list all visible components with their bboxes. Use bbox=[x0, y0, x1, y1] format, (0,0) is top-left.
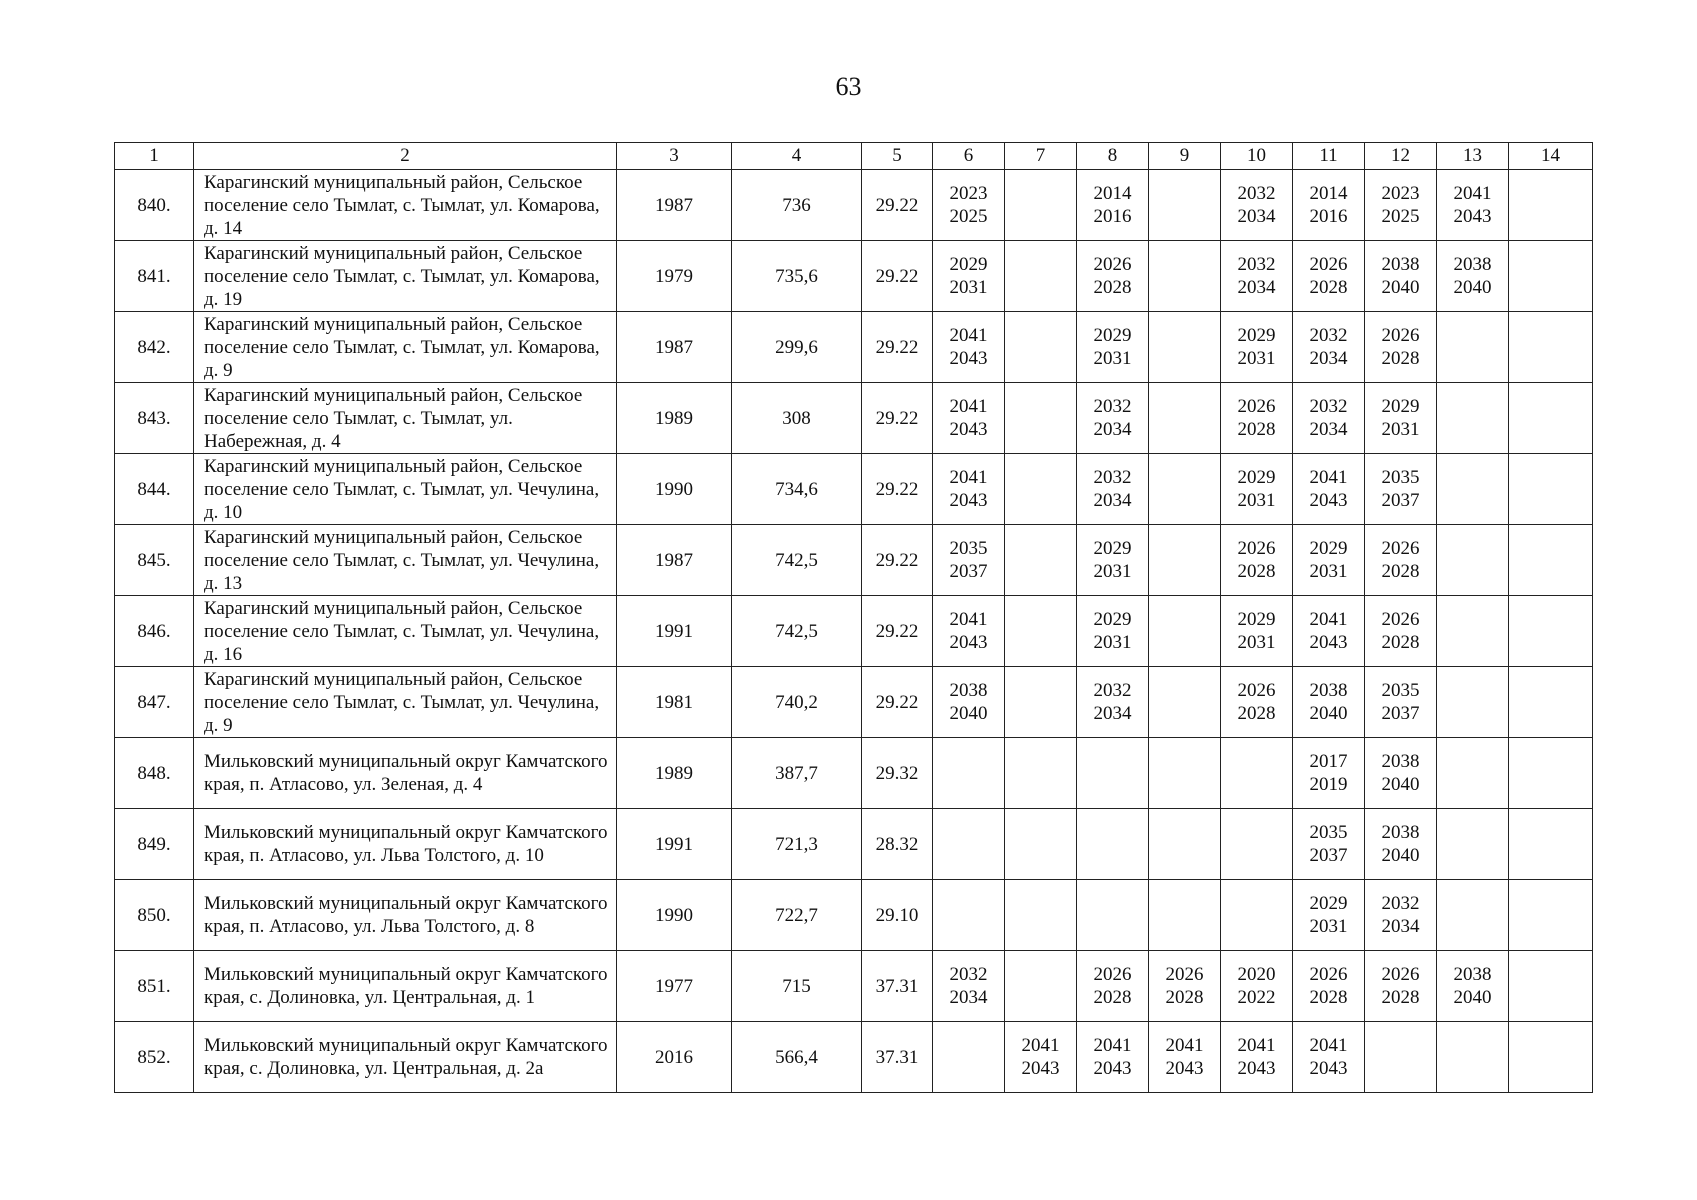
column-header-1: 1 bbox=[115, 143, 194, 170]
table-row bbox=[115, 383, 1593, 454]
period-cell-13 bbox=[1437, 312, 1509, 383]
build-year-cell: 1987 bbox=[617, 170, 732, 241]
period-cell-7: 2041 2043 bbox=[1005, 1022, 1077, 1093]
area-cell: 736 bbox=[732, 170, 862, 241]
address-cell: Мильковский муниципальный округ Камчатского края, с. Долиновка, ул. Центральная, д. 2а bbox=[194, 1022, 617, 1093]
table-row bbox=[115, 951, 1593, 1022]
period-cell-7 bbox=[1005, 312, 1077, 383]
period-cell-14 bbox=[1509, 312, 1593, 383]
period-cell-14 bbox=[1509, 880, 1593, 951]
build-year-cell: 1987 bbox=[617, 525, 732, 596]
area-cell: 740,2 bbox=[732, 667, 862, 738]
column-header-3: 3 bbox=[617, 143, 732, 170]
period-cell-8 bbox=[1077, 880, 1149, 951]
period-cell-8: 2032 2034 bbox=[1077, 667, 1149, 738]
period-cell-8: 2032 2034 bbox=[1077, 454, 1149, 525]
area-cell: 734,6 bbox=[732, 454, 862, 525]
period-cell-12: 2038 2040 bbox=[1365, 809, 1437, 880]
period-cell-12: 2026 2028 bbox=[1365, 951, 1437, 1022]
period-cell-7 bbox=[1005, 170, 1077, 241]
period-cell-13 bbox=[1437, 525, 1509, 596]
table-row bbox=[115, 667, 1593, 738]
data-table bbox=[114, 142, 1593, 1093]
row-number-cell: 852. bbox=[115, 1022, 194, 1093]
row-number-cell: 843. bbox=[115, 383, 194, 454]
period-cell-11: 2029 2031 bbox=[1293, 525, 1365, 596]
period-cell-12: 2026 2028 bbox=[1365, 525, 1437, 596]
period-cell-7 bbox=[1005, 383, 1077, 454]
period-cell-13: 2038 2040 bbox=[1437, 951, 1509, 1022]
period-cell-12: 2029 2031 bbox=[1365, 383, 1437, 454]
period-cell-9 bbox=[1149, 738, 1221, 809]
period-cell-11: 2029 2031 bbox=[1293, 880, 1365, 951]
code-cell: 29.22 bbox=[862, 667, 933, 738]
row-number-cell: 849. bbox=[115, 809, 194, 880]
period-cell-13: 2041 2043 bbox=[1437, 170, 1509, 241]
table-row bbox=[115, 454, 1593, 525]
row-number-cell: 850. bbox=[115, 880, 194, 951]
table-row bbox=[115, 312, 1593, 383]
period-cell-13 bbox=[1437, 809, 1509, 880]
period-cell-13: 2038 2040 bbox=[1437, 241, 1509, 312]
period-cell-9 bbox=[1149, 525, 1221, 596]
period-cell-10: 2032 2034 bbox=[1221, 241, 1293, 312]
column-header-12: 12 bbox=[1365, 143, 1437, 170]
table-body bbox=[115, 143, 1593, 1093]
row-number-cell: 848. bbox=[115, 738, 194, 809]
period-cell-9 bbox=[1149, 809, 1221, 880]
address-cell: Мильковский муниципальный округ Камчатского края, п. Атласово, ул. Льва Толстого, д. 10 bbox=[194, 809, 617, 880]
address-cell: Карагинский муниципальный район, Сельское поселение село Тымлат, с. Тымлат, ул. Чечулина, д. 10 bbox=[194, 454, 617, 525]
period-cell-6: 2032 2034 bbox=[933, 951, 1005, 1022]
period-cell-10: 2029 2031 bbox=[1221, 312, 1293, 383]
code-cell: 29.32 bbox=[862, 738, 933, 809]
period-cell-12: 2035 2037 bbox=[1365, 454, 1437, 525]
build-year-cell: 2016 bbox=[617, 1022, 732, 1093]
period-cell-11: 2041 2043 bbox=[1293, 454, 1365, 525]
period-cell-6 bbox=[933, 738, 1005, 809]
period-cell-13 bbox=[1437, 880, 1509, 951]
period-cell-11: 2014 2016 bbox=[1293, 170, 1365, 241]
address-cell: Карагинский муниципальный район, Сельское поселение село Тымлат, с. Тымлат, ул. Чечулина, д. 13 bbox=[194, 525, 617, 596]
build-year-cell: 1977 bbox=[617, 951, 732, 1022]
build-year-cell: 1991 bbox=[617, 596, 732, 667]
area-cell: 735,6 bbox=[732, 241, 862, 312]
period-cell-6 bbox=[933, 809, 1005, 880]
period-cell-9: 2041 2043 bbox=[1149, 1022, 1221, 1093]
period-cell-12: 2035 2037 bbox=[1365, 667, 1437, 738]
column-header-6: 6 bbox=[933, 143, 1005, 170]
column-header-13: 13 bbox=[1437, 143, 1509, 170]
column-header-8: 8 bbox=[1077, 143, 1149, 170]
row-number-cell: 842. bbox=[115, 312, 194, 383]
table-row bbox=[115, 1022, 1593, 1093]
code-cell: 29.22 bbox=[862, 312, 933, 383]
period-cell-14 bbox=[1509, 951, 1593, 1022]
period-cell-7 bbox=[1005, 951, 1077, 1022]
build-year-cell: 1979 bbox=[617, 241, 732, 312]
code-cell: 37.31 bbox=[862, 1022, 933, 1093]
period-cell-12: 2032 2034 bbox=[1365, 880, 1437, 951]
area-cell: 742,5 bbox=[732, 596, 862, 667]
period-cell-6: 2041 2043 bbox=[933, 596, 1005, 667]
period-cell-6: 2041 2043 bbox=[933, 312, 1005, 383]
code-cell: 29.22 bbox=[862, 241, 933, 312]
period-cell-14 bbox=[1509, 1022, 1593, 1093]
period-cell-13 bbox=[1437, 596, 1509, 667]
period-cell-8: 2026 2028 bbox=[1077, 241, 1149, 312]
period-cell-8 bbox=[1077, 738, 1149, 809]
period-cell-8 bbox=[1077, 809, 1149, 880]
period-cell-7 bbox=[1005, 738, 1077, 809]
period-cell-6: 2035 2037 bbox=[933, 525, 1005, 596]
period-cell-7 bbox=[1005, 525, 1077, 596]
address-cell: Мильковский муниципальный округ Камчатского края, п. Атласово, ул. Льва Толстого, д. 8 bbox=[194, 880, 617, 951]
period-cell-8: 2041 2043 bbox=[1077, 1022, 1149, 1093]
period-cell-11: 2038 2040 bbox=[1293, 667, 1365, 738]
period-cell-14 bbox=[1509, 454, 1593, 525]
period-cell-13 bbox=[1437, 738, 1509, 809]
period-cell-9: 2026 2028 bbox=[1149, 951, 1221, 1022]
build-year-cell: 1987 bbox=[617, 312, 732, 383]
period-cell-10: 2029 2031 bbox=[1221, 454, 1293, 525]
period-cell-11: 2026 2028 bbox=[1293, 241, 1365, 312]
code-cell: 29.22 bbox=[862, 596, 933, 667]
period-cell-11: 2026 2028 bbox=[1293, 951, 1365, 1022]
period-cell-7 bbox=[1005, 241, 1077, 312]
column-header-5: 5 bbox=[862, 143, 933, 170]
period-cell-6: 2029 2031 bbox=[933, 241, 1005, 312]
period-cell-9 bbox=[1149, 880, 1221, 951]
build-year-cell: 1989 bbox=[617, 383, 732, 454]
period-cell-10: 2026 2028 bbox=[1221, 383, 1293, 454]
period-cell-14 bbox=[1509, 170, 1593, 241]
period-cell-11: 2041 2043 bbox=[1293, 1022, 1365, 1093]
period-cell-12: 2026 2028 bbox=[1365, 312, 1437, 383]
column-header-2: 2 bbox=[194, 143, 617, 170]
row-number-cell: 840. bbox=[115, 170, 194, 241]
table-row bbox=[115, 738, 1593, 809]
page-number: 63 bbox=[835, 72, 862, 101]
address-cell: Мильковский муниципальный округ Камчатского края, п. Атласово, ул. Зеленая, д. 4 bbox=[194, 738, 617, 809]
period-cell-10: 2020 2022 bbox=[1221, 951, 1293, 1022]
period-cell-11: 2041 2043 bbox=[1293, 596, 1365, 667]
period-cell-10 bbox=[1221, 809, 1293, 880]
period-cell-12: 2038 2040 bbox=[1365, 738, 1437, 809]
period-cell-13 bbox=[1437, 667, 1509, 738]
code-cell: 29.22 bbox=[862, 525, 933, 596]
period-cell-9 bbox=[1149, 667, 1221, 738]
period-cell-8: 2014 2016 bbox=[1077, 170, 1149, 241]
period-cell-12: 2038 2040 bbox=[1365, 241, 1437, 312]
table-row bbox=[115, 241, 1593, 312]
period-cell-6: 2041 2043 bbox=[933, 383, 1005, 454]
code-cell: 29.22 bbox=[862, 383, 933, 454]
period-cell-6 bbox=[933, 1022, 1005, 1093]
period-cell-11: 2032 2034 bbox=[1293, 383, 1365, 454]
period-cell-7 bbox=[1005, 880, 1077, 951]
period-cell-6: 2041 2043 bbox=[933, 454, 1005, 525]
area-cell: 715 bbox=[732, 951, 862, 1022]
row-number-cell: 847. bbox=[115, 667, 194, 738]
period-cell-14 bbox=[1509, 596, 1593, 667]
period-cell-8: 2026 2028 bbox=[1077, 951, 1149, 1022]
area-cell: 721,3 bbox=[732, 809, 862, 880]
period-cell-8: 2032 2034 bbox=[1077, 383, 1149, 454]
period-cell-13 bbox=[1437, 454, 1509, 525]
period-cell-12 bbox=[1365, 1022, 1437, 1093]
address-cell: Карагинский муниципальный район, Сельское поселение село Тымлат, с. Тымлат, ул. Набережная, д. 4 bbox=[194, 383, 617, 454]
period-cell-11: 2035 2037 bbox=[1293, 809, 1365, 880]
table-row bbox=[115, 809, 1593, 880]
code-cell: 37.31 bbox=[862, 951, 933, 1022]
period-cell-14 bbox=[1509, 738, 1593, 809]
row-number-cell: 846. bbox=[115, 596, 194, 667]
address-cell: Карагинский муниципальный район, Сельское поселение село Тымлат, с. Тымлат, ул. Комарова, д. 9 bbox=[194, 312, 617, 383]
address-cell: Карагинский муниципальный район, Сельское поселение село Тымлат, с. Тымлат, ул. Комарова, д. 19 bbox=[194, 241, 617, 312]
period-cell-9 bbox=[1149, 170, 1221, 241]
column-header-14: 14 bbox=[1509, 143, 1593, 170]
table-row bbox=[115, 596, 1593, 667]
period-cell-6: 2038 2040 bbox=[933, 667, 1005, 738]
build-year-cell: 1990 bbox=[617, 454, 732, 525]
row-number-cell: 844. bbox=[115, 454, 194, 525]
period-cell-7 bbox=[1005, 809, 1077, 880]
column-header-4: 4 bbox=[732, 143, 862, 170]
table-row bbox=[115, 525, 1593, 596]
column-header-11: 11 bbox=[1293, 143, 1365, 170]
period-cell-9 bbox=[1149, 241, 1221, 312]
area-cell: 722,7 bbox=[732, 880, 862, 951]
period-cell-7 bbox=[1005, 454, 1077, 525]
area-cell: 387,7 bbox=[732, 738, 862, 809]
period-cell-14 bbox=[1509, 383, 1593, 454]
area-cell: 308 bbox=[732, 383, 862, 454]
period-cell-14 bbox=[1509, 667, 1593, 738]
build-year-cell: 1989 bbox=[617, 738, 732, 809]
build-year-cell: 1991 bbox=[617, 809, 732, 880]
table-row bbox=[115, 170, 1593, 241]
area-cell: 566,4 bbox=[732, 1022, 862, 1093]
period-cell-9 bbox=[1149, 312, 1221, 383]
period-cell-9 bbox=[1149, 454, 1221, 525]
area-cell: 742,5 bbox=[732, 525, 862, 596]
period-cell-10 bbox=[1221, 880, 1293, 951]
code-cell: 29.22 bbox=[862, 170, 933, 241]
period-cell-7 bbox=[1005, 667, 1077, 738]
period-cell-10: 2032 2034 bbox=[1221, 170, 1293, 241]
column-header-10: 10 bbox=[1221, 143, 1293, 170]
address-cell: Мильковский муниципальный округ Камчатского края, с. Долиновка, ул. Центральная, д. 1 bbox=[194, 951, 617, 1022]
period-cell-9 bbox=[1149, 596, 1221, 667]
header-row bbox=[115, 143, 1593, 170]
period-cell-10: 2026 2028 bbox=[1221, 667, 1293, 738]
period-cell-8: 2029 2031 bbox=[1077, 596, 1149, 667]
period-cell-14 bbox=[1509, 525, 1593, 596]
period-cell-14 bbox=[1509, 809, 1593, 880]
row-number-cell: 851. bbox=[115, 951, 194, 1022]
column-header-9: 9 bbox=[1149, 143, 1221, 170]
address-cell: Карагинский муниципальный район, Сельское поселение село Тымлат, с. Тымлат, ул. Комарова, д. 14 bbox=[194, 170, 617, 241]
column-header-7: 7 bbox=[1005, 143, 1077, 170]
code-cell: 28.32 bbox=[862, 809, 933, 880]
period-cell-6: 2023 2025 bbox=[933, 170, 1005, 241]
table-row bbox=[115, 880, 1593, 951]
build-year-cell: 1990 bbox=[617, 880, 732, 951]
address-cell: Карагинский муниципальный район, Сельское поселение село Тымлат, с. Тымлат, ул. Чечулина, д. 9 bbox=[194, 667, 617, 738]
period-cell-13 bbox=[1437, 383, 1509, 454]
period-cell-10: 2026 2028 bbox=[1221, 525, 1293, 596]
period-cell-10: 2029 2031 bbox=[1221, 596, 1293, 667]
row-number-cell: 841. bbox=[115, 241, 194, 312]
period-cell-12: 2023 2025 bbox=[1365, 170, 1437, 241]
code-cell: 29.22 bbox=[862, 454, 933, 525]
period-cell-10: 2041 2043 bbox=[1221, 1022, 1293, 1093]
period-cell-6 bbox=[933, 880, 1005, 951]
period-cell-8: 2029 2031 bbox=[1077, 525, 1149, 596]
period-cell-8: 2029 2031 bbox=[1077, 312, 1149, 383]
period-cell-12: 2026 2028 bbox=[1365, 596, 1437, 667]
code-cell: 29.10 bbox=[862, 880, 933, 951]
period-cell-10 bbox=[1221, 738, 1293, 809]
row-number-cell: 845. bbox=[115, 525, 194, 596]
address-cell: Карагинский муниципальный район, Сельское поселение село Тымлат, с. Тымлат, ул. Чечулина, д. 16 bbox=[194, 596, 617, 667]
period-cell-9 bbox=[1149, 383, 1221, 454]
build-year-cell: 1981 bbox=[617, 667, 732, 738]
period-cell-11: 2017 2019 bbox=[1293, 738, 1365, 809]
period-cell-14 bbox=[1509, 241, 1593, 312]
period-cell-7 bbox=[1005, 596, 1077, 667]
area-cell: 299,6 bbox=[732, 312, 862, 383]
period-cell-11: 2032 2034 bbox=[1293, 312, 1365, 383]
period-cell-13 bbox=[1437, 1022, 1509, 1093]
